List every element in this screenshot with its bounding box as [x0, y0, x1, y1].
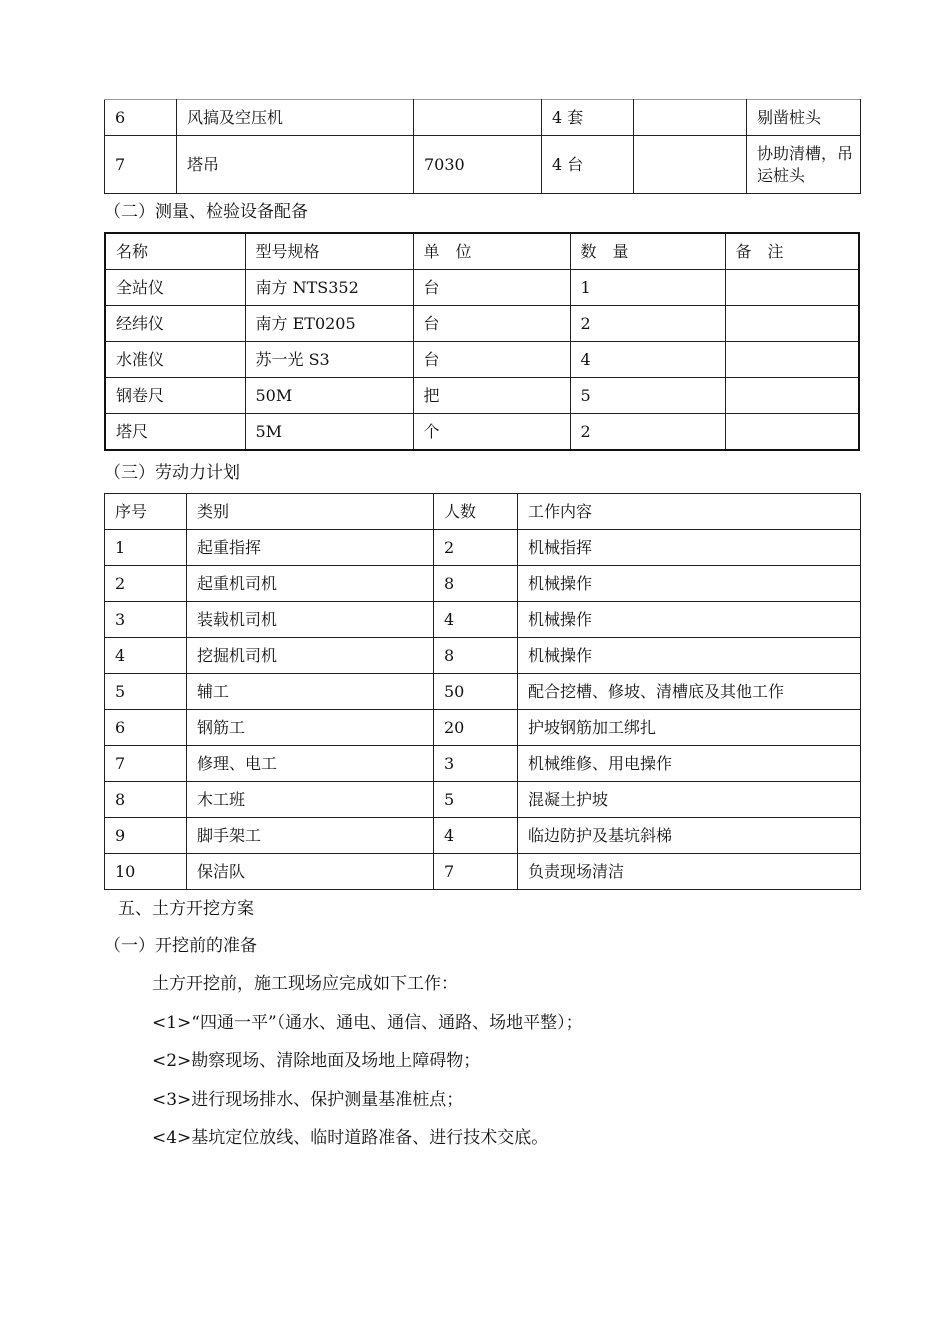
table-cell: 机械操作: [518, 638, 861, 674]
paragraph: 土方开挖前，施工现场应完成如下工作：: [152, 974, 458, 994]
labor-plan-table: [104, 493, 861, 890]
table-header-cell: 类别: [187, 494, 434, 530]
table-cell: 配合挖槽、修坡、清槽底及其他工作: [518, 674, 861, 710]
table-row: [105, 530, 861, 566]
table-cell: 4: [434, 818, 518, 854]
table-row: [105, 854, 861, 890]
table-cell: 5: [434, 782, 518, 818]
table-cell: 全站仪: [105, 270, 245, 306]
table-cell: 3: [434, 746, 518, 782]
table-cell: [725, 306, 859, 342]
table-cell: 负责现场清洁: [518, 854, 861, 890]
table-cell: 钢卷尺: [105, 378, 245, 414]
table-cell: 钢筋工: [187, 710, 434, 746]
measurement-equipment-table: [104, 232, 860, 451]
table-header-row: [105, 233, 859, 270]
table-cell: 3: [105, 602, 187, 638]
table-row: [105, 566, 861, 602]
table-cell: 装载机司机: [187, 602, 434, 638]
table-row: [105, 638, 861, 674]
equipment-table: [104, 99, 861, 194]
table-header-cell: 备 注: [725, 233, 859, 270]
table-cell: 4 套: [542, 100, 634, 136]
table-cell: 6: [105, 710, 187, 746]
table-header-cell: 数 量: [570, 233, 725, 270]
table-cell: [725, 414, 859, 451]
table-cell: 塔尺: [105, 414, 245, 451]
table-cell: 协助清槽，吊运桩头: [747, 136, 861, 194]
table-header-cell: 型号规格: [245, 233, 413, 270]
table-cell: 苏一光 S3: [245, 342, 413, 378]
table-row: [105, 414, 859, 451]
table-cell: 机械操作: [518, 566, 861, 602]
table-cell: 剔凿桩头: [747, 100, 861, 136]
section-heading-measurement: （二）测量、检验设备配备: [104, 202, 308, 222]
table-cell: 7: [105, 746, 187, 782]
table-cell: 修理、电工: [187, 746, 434, 782]
table-cell: 临边防护及基坑斜梯: [518, 818, 861, 854]
table-header-cell: 序号: [105, 494, 187, 530]
list-item: <3>进行现场排水、保护测量基准桩点；: [152, 1090, 464, 1110]
table-header-cell: 单 位: [413, 233, 570, 270]
table-cell: 8: [105, 782, 187, 818]
table-cell: 10: [105, 854, 187, 890]
table-cell: 塔吊: [177, 136, 414, 194]
table-cell: [725, 378, 859, 414]
table-cell: 把: [413, 378, 570, 414]
table-cell: 50M: [245, 378, 413, 414]
table-cell: 辅工: [187, 674, 434, 710]
table-cell: 4: [105, 638, 187, 674]
list-item: <2>勘察现场、清除地面及场地上障碍物；: [152, 1051, 481, 1071]
table-header-row: [105, 494, 861, 530]
table-cell: 7: [434, 854, 518, 890]
table-cell: 7030: [414, 136, 542, 194]
section-heading-labor: （三）劳动力计划: [104, 463, 240, 483]
table-cell: 4 台: [542, 136, 634, 194]
table-cell: 8: [434, 566, 518, 602]
table-row: [105, 602, 861, 638]
table-cell: 2: [105, 566, 187, 602]
table-cell: 保洁队: [187, 854, 434, 890]
table-cell: 南方 ET0205: [245, 306, 413, 342]
table-cell: 5: [570, 378, 725, 414]
table-row: [105, 818, 861, 854]
list-item: <1>“四通一平”（通水、通电、通信、通路、场地平整）；: [152, 1013, 583, 1033]
table-row: [105, 100, 861, 136]
table-cell: 个: [413, 414, 570, 451]
table-row: [105, 306, 859, 342]
table-cell: [414, 100, 542, 136]
table-cell: 护坡钢筋加工绑扎: [518, 710, 861, 746]
table-cell: 9: [105, 818, 187, 854]
table-cell: [634, 136, 747, 194]
table-cell: 2: [570, 306, 725, 342]
table-cell: 挖掘机司机: [187, 638, 434, 674]
section-heading-excavation: 五、土方开挖方案: [118, 899, 254, 919]
table-cell: 起重指挥: [187, 530, 434, 566]
table-cell: [634, 100, 747, 136]
table-header-cell: 工作内容: [518, 494, 861, 530]
table-cell: 4: [434, 602, 518, 638]
table-cell: [725, 342, 859, 378]
table-cell: 1: [570, 270, 725, 306]
table-cell: 台: [413, 306, 570, 342]
table-row: [105, 674, 861, 710]
table-row: [105, 136, 861, 194]
section-heading-preparation: （一）开挖前的准备: [104, 936, 257, 956]
table-cell: 8: [434, 638, 518, 674]
table-cell: 7: [105, 136, 177, 194]
table-cell: 南方 NTS352: [245, 270, 413, 306]
table-cell: 风搞及空压机: [177, 100, 414, 136]
list-item: <4>基坑定位放线、临时道路准备、进行技术交底。: [152, 1128, 549, 1148]
table-cell: 机械维修、用电操作: [518, 746, 861, 782]
table-row: [105, 342, 859, 378]
table-cell: 脚手架工: [187, 818, 434, 854]
table-cell: 5: [105, 674, 187, 710]
table-row: [105, 782, 861, 818]
table-cell: 5M: [245, 414, 413, 451]
table-cell: 机械操作: [518, 602, 861, 638]
table-row: [105, 378, 859, 414]
table-cell: 50: [434, 674, 518, 710]
table-cell: 6: [105, 100, 177, 136]
table-cell: [725, 270, 859, 306]
table-row: [105, 710, 861, 746]
table-cell: 2: [434, 530, 518, 566]
table-header-cell: 名称: [105, 233, 245, 270]
table-cell: 2: [570, 414, 725, 451]
table-cell: 20: [434, 710, 518, 746]
table-cell: 水准仪: [105, 342, 245, 378]
table-cell: 起重机司机: [187, 566, 434, 602]
table-cell: 1: [105, 530, 187, 566]
table-cell: 机械指挥: [518, 530, 861, 566]
table-cell: 混凝土护坡: [518, 782, 861, 818]
table-cell: 4: [570, 342, 725, 378]
table-cell: 台: [413, 342, 570, 378]
table-cell: 台: [413, 270, 570, 306]
table-cell: 经纬仪: [105, 306, 245, 342]
table-cell: 木工班: [187, 782, 434, 818]
table-header-cell: 人数: [434, 494, 518, 530]
table-row: [105, 270, 859, 306]
table-row: [105, 746, 861, 782]
